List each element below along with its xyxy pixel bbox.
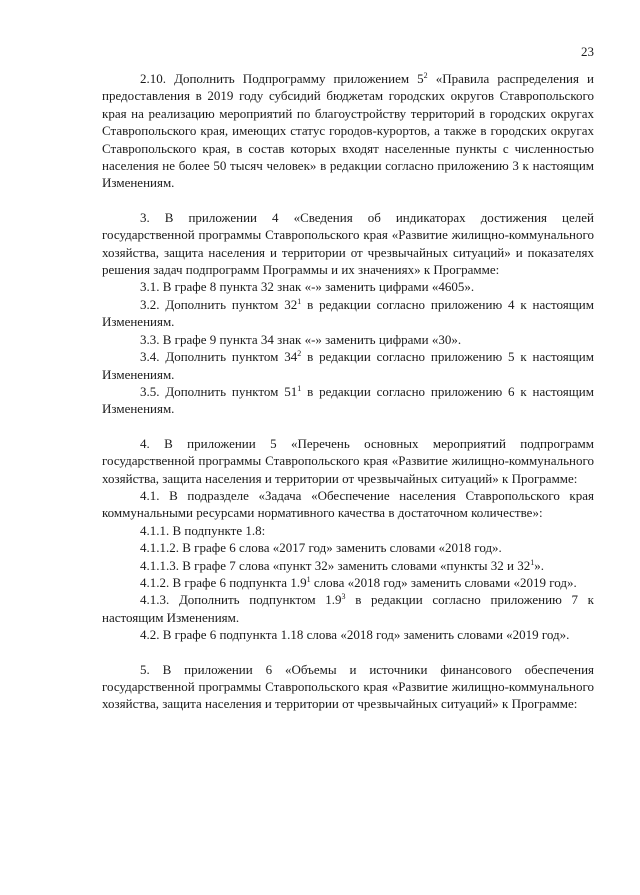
text-run: 4.1.3. Дополнить подпунктом 1.9 [140, 592, 342, 608]
text-run: 5. В приложении 6 «Объемы и источники финансового обеспечения государственной программы Ставропольского края «Развитие жилищно-коммунального хозяйства, защита населения и территории от чрезвычайных ситуаций» к Программе: [102, 661, 594, 712]
text-run: 4.1.1.3. В графе 7 слова «пункт 32» заменить словами «пункты 32 и 32 [140, 557, 531, 573]
text-run: 4.1.2. В графе 6 подпункта 1.9 [140, 574, 307, 590]
text-run: в редакции согласно приложению 7 к настоящим Изменениям. [102, 592, 594, 625]
text-run: 3. В приложении 4 «Сведения об индикаторах достижения целей государственной программы Ставропольского края «Развитие жилищно-коммунального хозяйства, защита населения и территории от чрезвычайных ситуаций» и показателях решения задач подпрограмм Программы и их значениях» к Программе: [102, 209, 594, 278]
text-run: слова «2018 год» заменить словами «2019 год». [310, 574, 577, 590]
page-number: 23 [581, 44, 594, 59]
text-run: 3.5. Дополнить пунктом 51 [140, 383, 298, 399]
paragraph [102, 348, 594, 383]
paragraph [102, 574, 594, 591]
document-body [102, 70, 594, 713]
paragraph [102, 522, 594, 539]
text-run: 4.1.1. В подпункте 1.8: [140, 522, 266, 538]
paragraph [102, 278, 594, 295]
superscript: 3 [341, 592, 346, 602]
text-run: ». [534, 557, 544, 573]
text-run: 3.4. Дополнить пунктом 34 [140, 349, 298, 365]
text-run: 4.2. В графе 6 подпункта 1.18 слова «2018 год» заменить словами «2019 год». [140, 627, 570, 643]
paragraph [102, 296, 594, 331]
paragraph [102, 539, 594, 556]
paragraph [102, 591, 594, 626]
paragraph [102, 626, 594, 643]
text-run: 3.1. В графе 8 пункта 32 знак «-» заменить цифрами «4605». [140, 279, 475, 295]
text-run: 4. В приложении 5 «Перечень основных мероприятий подпрограмм государственной программы Ставропольского края «Развитие жилищно-коммунального хозяйства, защита населения и территории от чрезвычайных ситуаций» к Программе: [102, 435, 594, 486]
text-run: 3.3. В графе 9 пункта 34 знак «-» заменить цифрами «30». [140, 331, 462, 347]
paragraph [102, 209, 594, 279]
paragraph [102, 435, 594, 487]
text-run: в редакции согласно приложению 4 к настоящим Изменениям. [102, 296, 594, 330]
superscript: 2 [297, 349, 302, 359]
text-run: в редакции согласно приложению 5 к настоящим Изменениям. [102, 349, 594, 382]
paragraph [102, 70, 594, 192]
paragraph [102, 383, 594, 418]
superscript: 1 [530, 557, 535, 567]
text-run: в редакции согласно приложению 6 к настоящим Изменениям. [102, 383, 594, 417]
text-run: 4.1.1.2. В графе 6 слова «2017 год» заменить словами «2018 год». [140, 540, 502, 556]
superscript: 2 [423, 71, 428, 80]
paragraph [102, 661, 594, 713]
superscript: 1 [297, 296, 302, 306]
text-run: 4.1. В подразделе «Задача «Обеспечение населения Ставропольского края коммунальными ресурсами нормативного качества в достаточном количестве»: [102, 487, 594, 521]
superscript: 1 [306, 574, 311, 584]
superscript: 1 [297, 383, 302, 393]
paragraph [102, 557, 594, 574]
text-run: 3.2. Дополнить пунктом 32 [140, 296, 298, 312]
paragraph [102, 487, 594, 522]
text-run: «Правила распределения и предоставления в 2019 году субсидий бюджетам городских округов Ставропольского края на реализацию мероприятий по благоустройству территорий в городских округах Ставропольского края, имеющих статус городов-курортов, а также в городских округах Ставропольского края, в состав которых входят населенные пункты с численностью населения не более 50 тысяч человек» в редакции согласно приложению 3 к настоящим Изменениям. [102, 71, 594, 191]
text-run: 2.10. Дополнить Подпрограмму приложением 5 [140, 71, 424, 86]
paragraph [102, 331, 594, 348]
